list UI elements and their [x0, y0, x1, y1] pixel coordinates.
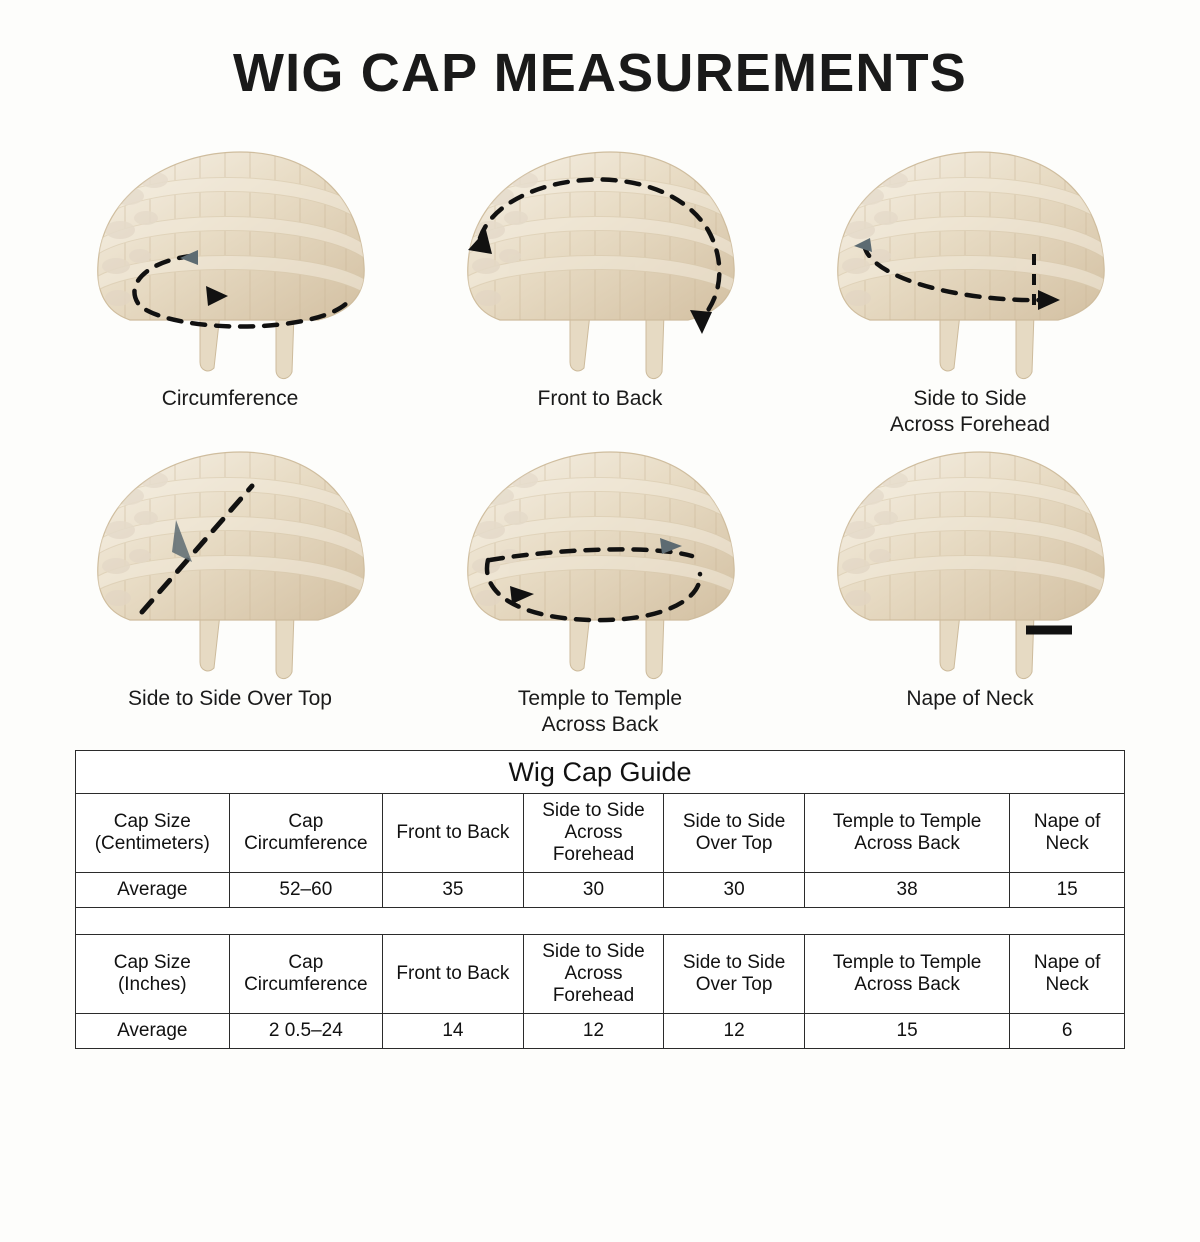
header-line: Nape of: [1033, 952, 1101, 973]
header-side-to-side-over-top-in: [664, 935, 805, 1014]
caption-front-to-back: Front to Back: [537, 387, 663, 410]
cell-front-to-back-cm: 35: [383, 873, 524, 908]
cell-temple-to-temple-in: 15: [804, 1014, 1009, 1049]
cell-front-to-back-in: 14: [383, 1014, 524, 1049]
header-line: Temple to Temple: [832, 811, 982, 832]
cell-circumference-in: 2 0.5–24: [229, 1014, 383, 1049]
header-line: Over Top: [695, 833, 773, 854]
wig-cap-graphic: [450, 134, 750, 384]
header-nape-of-neck-in: [1010, 935, 1125, 1014]
cap-illustration-front-to-back: [450, 134, 750, 384]
header-temple-to-temple-cm: [804, 794, 1009, 873]
header-cap-circumference-in: [229, 935, 383, 1014]
caption-line-2: Across Forehead: [890, 413, 1050, 436]
diagram-grid: [45, 134, 1155, 734]
cell-cap-size-cm: Average: [76, 873, 230, 908]
header-side-to-side-over-top-cm: [664, 794, 805, 873]
cell-cap-size-in: Average: [76, 1014, 230, 1049]
cell-nape-of-neck-cm: 15: [1010, 873, 1125, 908]
header-line: Temple to Temple: [832, 952, 982, 973]
header-line: Across: [564, 822, 623, 843]
header-line: Side to Side: [682, 952, 786, 973]
wig-cap-measurements-page: [0, 42, 1200, 1242]
table-header-row-inches: [76, 935, 1125, 1014]
table-row-inches-average: [76, 1014, 1125, 1049]
diagram-circumference: [45, 134, 415, 434]
header-line: Side to Side: [542, 800, 645, 821]
diagram-temple-to-temple-across-back: [415, 434, 785, 734]
caption-temple-to-temple-across-back: [518, 686, 682, 738]
cell-nape-of-neck-in: 6: [1010, 1014, 1125, 1049]
cap-illustration-circumference: [80, 134, 380, 384]
header-line: Forehead: [552, 844, 635, 865]
header-temple-to-temple-in: [804, 935, 1009, 1014]
header-line: Side to Side: [682, 811, 786, 832]
wig-cap-guide-table-wrap: [75, 750, 1125, 1049]
cap-illustration-side-to-side-over-top: [80, 434, 380, 684]
caption-side-to-side-across-forehead: [890, 386, 1050, 438]
caption-line-1: Temple to Temple: [517, 687, 683, 710]
table-title: Wig Cap Guide: [76, 751, 1125, 794]
caption-side-to-side-over-top: Side to Side Over Top: [128, 687, 332, 710]
header-nape-of-neck-cm: [1010, 794, 1125, 873]
table-title-row: [76, 751, 1125, 794]
cap-illustration-side-to-side-across-forehead: [820, 134, 1120, 384]
header-line: Circumference: [244, 974, 368, 995]
caption-line-2: Across Back: [541, 713, 659, 736]
page-title: WIG CAP MEASUREMENTS: [232, 43, 968, 103]
wig-cap-guide-table: [75, 750, 1125, 1049]
wig-cap-graphic: [80, 134, 380, 384]
cap-illustration-temple-to-temple-across-back: [450, 434, 750, 684]
header-cap-size-cm: [76, 794, 230, 873]
header-line: Side to Side: [542, 941, 645, 962]
table-spacer-row: [76, 908, 1125, 935]
cell-side-to-side-over-top-cm: 30: [664, 873, 805, 908]
caption-circumference: Circumference: [161, 387, 299, 410]
header-line: Front to Back: [396, 963, 510, 984]
header-line: (Centimeters): [94, 833, 210, 854]
header-line: Across Back: [854, 833, 960, 854]
header-front-to-back-cm: [383, 794, 524, 873]
header-line: Forehead: [552, 985, 635, 1006]
table-spacer: [76, 908, 1125, 935]
header-side-to-side-forehead-in: [523, 935, 664, 1014]
header-line: Neck: [1045, 833, 1089, 854]
header-line: Across Back: [854, 974, 960, 995]
cell-side-to-side-forehead-cm: 30: [523, 873, 664, 908]
header-line: Cap Size: [113, 811, 191, 832]
cell-circumference-cm: 52–60: [229, 873, 383, 908]
table-row-cm-average: [76, 873, 1125, 908]
header-line: Neck: [1045, 974, 1089, 995]
header-line: Across: [564, 963, 623, 984]
cap-illustration-nape-of-neck: [820, 434, 1120, 684]
wig-cap-graphic: [80, 434, 380, 684]
table-header-row-cm: [76, 794, 1125, 873]
header-cap-circumference-cm: [229, 794, 383, 873]
header-line: Front to Back: [396, 822, 510, 843]
caption-nape-of-neck: Nape of Neck: [906, 687, 1034, 710]
header-line: Over Top: [695, 974, 773, 995]
header-front-to-back-in: [383, 935, 524, 1014]
cell-temple-to-temple-cm: 38: [804, 873, 1009, 908]
header-line: Cap Size: [113, 952, 191, 973]
header-line: (Inches): [117, 974, 187, 995]
diagram-side-to-side-across-forehead: [785, 134, 1155, 434]
diagram-nape-of-neck: [785, 434, 1155, 734]
wig-cap-graphic: [450, 434, 750, 684]
header-side-to-side-forehead-cm: [523, 794, 664, 873]
wig-cap-graphic: [820, 134, 1120, 384]
header-line: Nape of: [1033, 811, 1101, 832]
diagram-side-to-side-over-top: [45, 434, 415, 734]
header-cap-size-in: [76, 935, 230, 1014]
cell-side-to-side-forehead-in: 12: [523, 1014, 664, 1049]
diagram-front-to-back: [415, 134, 785, 434]
cell-side-to-side-over-top-in: 12: [664, 1014, 805, 1049]
header-line: Cap: [288, 811, 324, 832]
header-line: Cap: [288, 952, 324, 973]
wig-cap-graphic: [820, 434, 1120, 684]
caption-line-1: Side to Side: [913, 387, 1027, 410]
header-line: Circumference: [244, 833, 368, 854]
